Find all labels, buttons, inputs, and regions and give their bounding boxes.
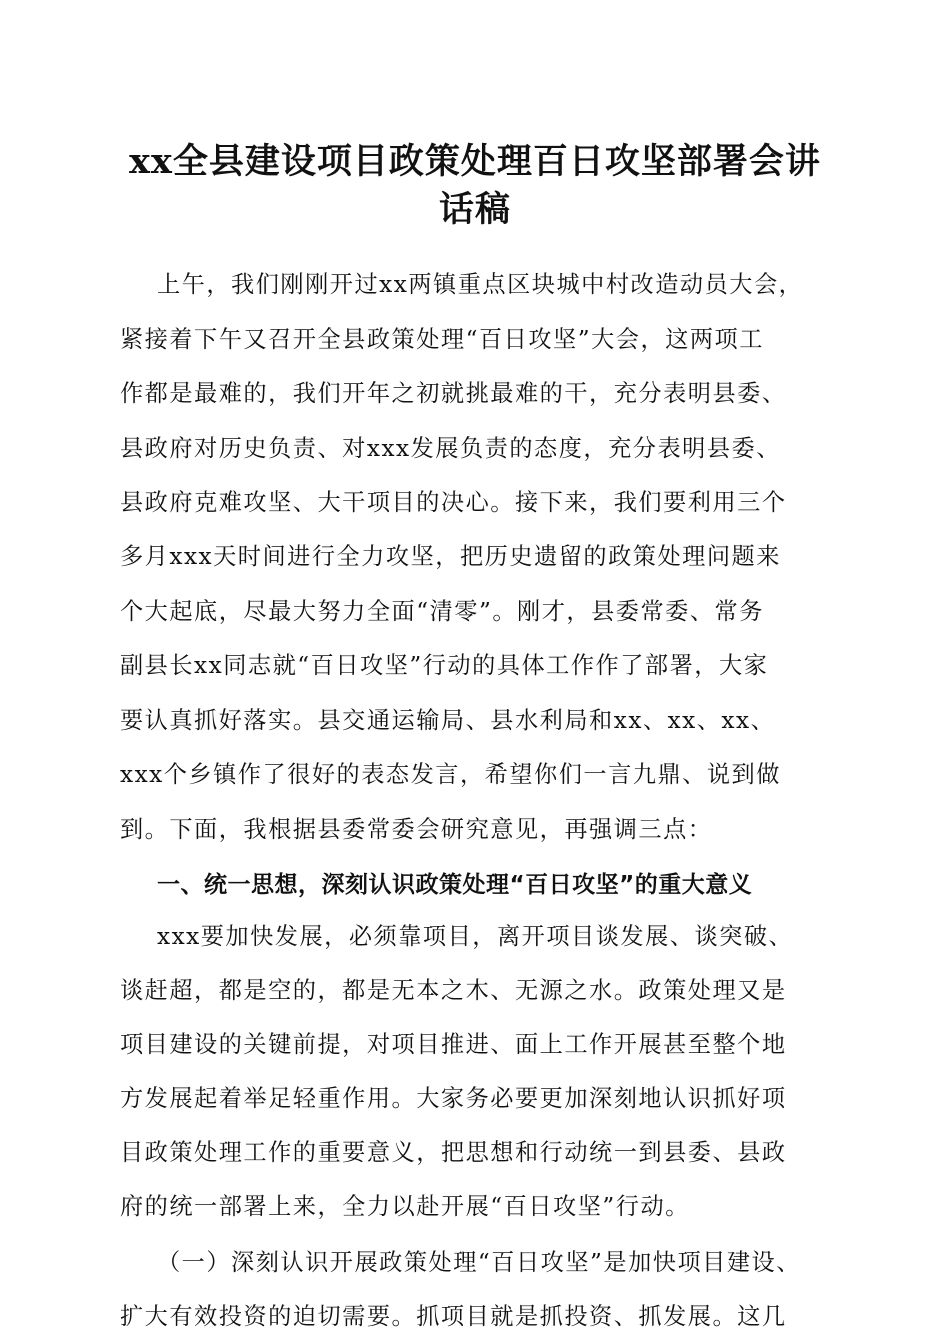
body-line: 多月xxx天时间进行全力攻坚，把历史遗留的政策处理问题来 [120, 543, 781, 570]
body-line: 县政府克难攻坚、大干项目的决心。接下来，我们要利用三个 [120, 489, 787, 516]
title-line-2: 话稿 [438, 189, 511, 230]
body-line: 到。下面，我根据县委常委会研究意见，再强调三点： [120, 816, 713, 843]
body-line: 紧接着下午又召开全县政策处理“百日攻坚”大会，这两项工 [120, 326, 764, 353]
body-line: 扩大有效投资的迫切需要。抓项目就是抓投资、抓发展。这几 [120, 1303, 787, 1330]
document-title [120, 138, 830, 234]
body-line: 要认真抓好落实。县交通运输局、县水利局和xx、xx、xx、 [120, 707, 776, 734]
body-line: 副县长xx同志就“百日攻坚”行动的具体工作作了部署，大家 [120, 652, 769, 679]
body-line: xxx要加快发展，必须靠项目，离开项目谈发展、谈突破、 [157, 923, 794, 950]
body-line: 项目建设的关键前提，对项目推进、面上工作开展甚至整个地 [120, 1031, 787, 1058]
body-line: 作都是最难的，我们开年之初就挑最难的干，充分表明县委、 [120, 380, 787, 407]
title-line-1: xx全县建设项目政策处理百日攻坚部署会讲 [129, 141, 821, 182]
body-line: 方发展起着举足轻重作用。大家务必要更加深刻地认识抓好项 [120, 1085, 787, 1112]
body-line: 目政策处理工作的重要意义，把思想和行动统一到县委、县政 [120, 1139, 787, 1166]
body-line: 府的统一部署上来，全力以赴开展“百日攻坚”行动。 [120, 1193, 690, 1220]
body-line: 个大起底，尽最大努力全面“清零”。刚才，县委常委、常务 [120, 598, 764, 625]
body-line: 上午，我们刚刚开过xx两镇重点区块城中村改造动员大会， [157, 271, 804, 298]
subsection-line: （一）深刻认识开展政策处理“百日攻坚”是加快项目建设、 [157, 1249, 801, 1276]
body-line: xxx个乡镇作了很好的表态发言，希望你们一言九鼎、说到做 [120, 761, 781, 788]
body-line: 县政府对历史负责、对xxx发展负责的态度，充分表明县委、 [120, 435, 781, 462]
section-heading: 一、统一思想，深刻认识政策处理“百日攻坚”的重大意义 [157, 872, 753, 898]
body-line: 谈赶超，都是空的，都是无本之木、无源之水。政策处理又是 [120, 977, 787, 1004]
